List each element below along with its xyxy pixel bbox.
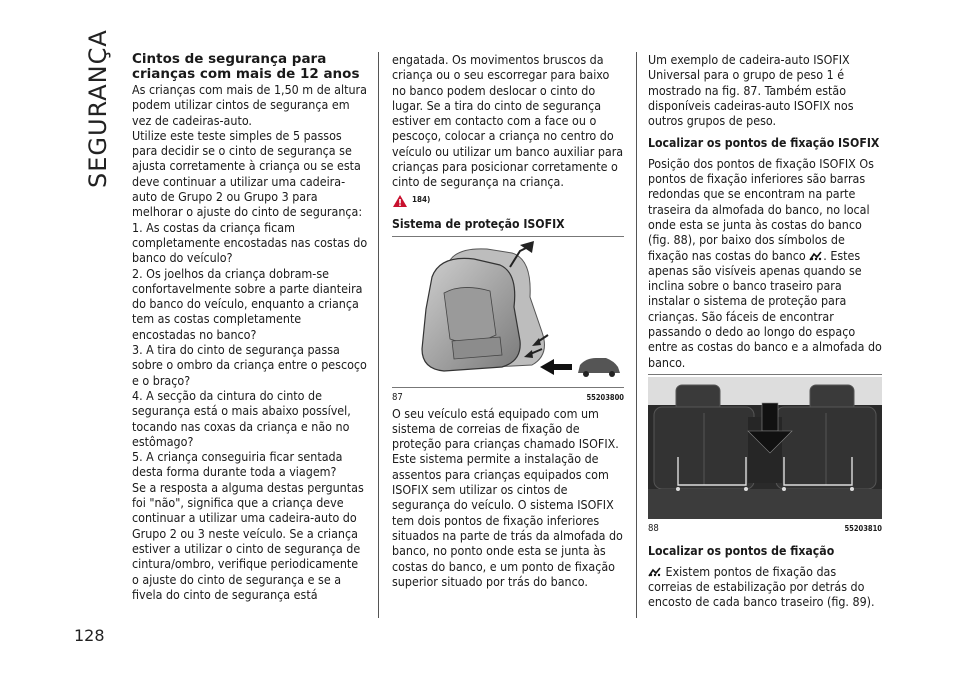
isofix-symbol-icon (809, 251, 823, 261)
paragraph: Existem pontos de fixação das correias de estabilização por detrás do encosto de cada banco traseiro (fig. 89). (648, 563, 875, 610)
subheading-locate-points: Localizar os pontos de fixação (648, 544, 835, 559)
paragraph: Posição dos pontos de fixação ISOFIX Os pontos de fixação inferiores são barras redondas que se encontram na parte traseira da almofada do banco, no local onde esta se junta às costas do banco (fig. 88), por baixo dos símbolos de fixação nas costas do banco . Estes apenas são visíveis apenas quando se inclina sobre o banco traseiro para instalar o sistema de proteção para crianças. São fáceis de encontrar passando o dedo ao longo do espaço entre as costas do banco e a almofada do banco. (648, 155, 882, 370)
rear-seat-isofix-photo (648, 377, 882, 519)
list-item: 5. A criança conseguiria ficar sentada desta forma durante toda a viagem? (132, 449, 343, 480)
section-title: SEGURANÇA (84, 29, 112, 188)
paragraph: engatada. Os movimentos bruscos da criança ou o seu escorregar para baixo no banco podem deslocar o cinto do lugar. Se a tira do cinto de segurança estiver em contacto com a face ou o pescoço, colocar a criança no centro do veículo ou utilizar um banco auxiliar para crianças para posicionar corretamente o cinto de segurança na criança. (392, 52, 624, 190)
page-number: 128 (74, 626, 105, 645)
list-item: 2. Os joelhos da criança dobram-se confortavelmente sobre a parte dianteira do banco do veículo, enquanto a criança tem as costas completamente encostadas no banco? (132, 265, 363, 342)
paragraph: As crianças com mais de 1,50 m de altura podem utilizar cintos de segurança em vez de cadeiras-auto. (132, 82, 367, 128)
list-item: 3. A tira do cinto de segurança passa sobre o ombro da criança entre o pescoço e o braço? (132, 342, 367, 388)
figure-88 (648, 374, 882, 536)
column-2 (392, 52, 624, 589)
figure-code: 55203810 (844, 523, 882, 533)
subheading-isofix: Sistema de proteção ISOFIX (392, 216, 565, 231)
column-1 (132, 52, 368, 602)
paragraph: Um exemplo de cadeira-auto ISOFIX Universal para o grupo de peso 1 é mostrado na fig. 87. Também estão disponíveis cadeiras-auto ISOFIX nos outros grupos de peso. (648, 52, 854, 129)
isofix-symbol-icon (648, 567, 662, 577)
figure-87 (392, 236, 624, 405)
warning-reference: 184) (392, 194, 624, 209)
isofix-child-seat-illustration (392, 237, 624, 387)
paragraph: Se a resposta a alguma destas perguntas foi "não", significa que a criança deve continuar a utilizar uma cadeira-auto do Grupo 2 ou 3 neste veículo. Se a criança estiver a utilizar o cinto de segurança de cintura/ombro, verifique periodicamente o ajuste do cinto de segurança e se a fivela do cinto de segurança está (132, 479, 364, 602)
paragraph: O seu veículo está equipado com um sistema de correias de fixação de proteção para crianças chamado ISOFIX. Este sistema permite a instalação de assentos para crianças equipados com ISOFIX sem utilizar os cintos de segurança do veículo. O sistema ISOFIX tem dois pontos de fixação inferiores situados na parte de trás da almofada do banco, no ponto onde esta se junta às costas do banco, e um ponto de fixação superior situado por trás do banco. (392, 405, 623, 589)
paragraph: Utilize este teste simples de 5 passos para decidir se o cinto de segurança se ajusta corretamente à criança ou se esta deve continuar a utilizar uma cadeira-auto de Grupo 2 ou Grupo 3 para melhorar o ajuste do cinto de segurança: (132, 127, 363, 220)
figure-number: 87 (392, 392, 403, 404)
warning-triangle-icon (392, 194, 408, 208)
column-divider (636, 52, 637, 618)
list-item: 1. As costas da criança ficam completamente encostadas nas costas do banco do veículo? (132, 219, 368, 266)
column-3 (648, 52, 882, 609)
heading-seatbelts-children: Cintos de segurança para crianças com mais de 12 anos (132, 51, 360, 82)
column-divider (378, 52, 379, 618)
subheading-locate-isofix: Localizar os pontos de fixação ISOFIX (648, 136, 880, 151)
figure-number: 88 (648, 522, 659, 534)
list-item: 4. A secção da cintura do cinto de segurança está o mais abaixo possível, tocando nas coxas da criança e não no estômago? (132, 387, 351, 449)
figure-code: 55203800 (586, 393, 624, 403)
